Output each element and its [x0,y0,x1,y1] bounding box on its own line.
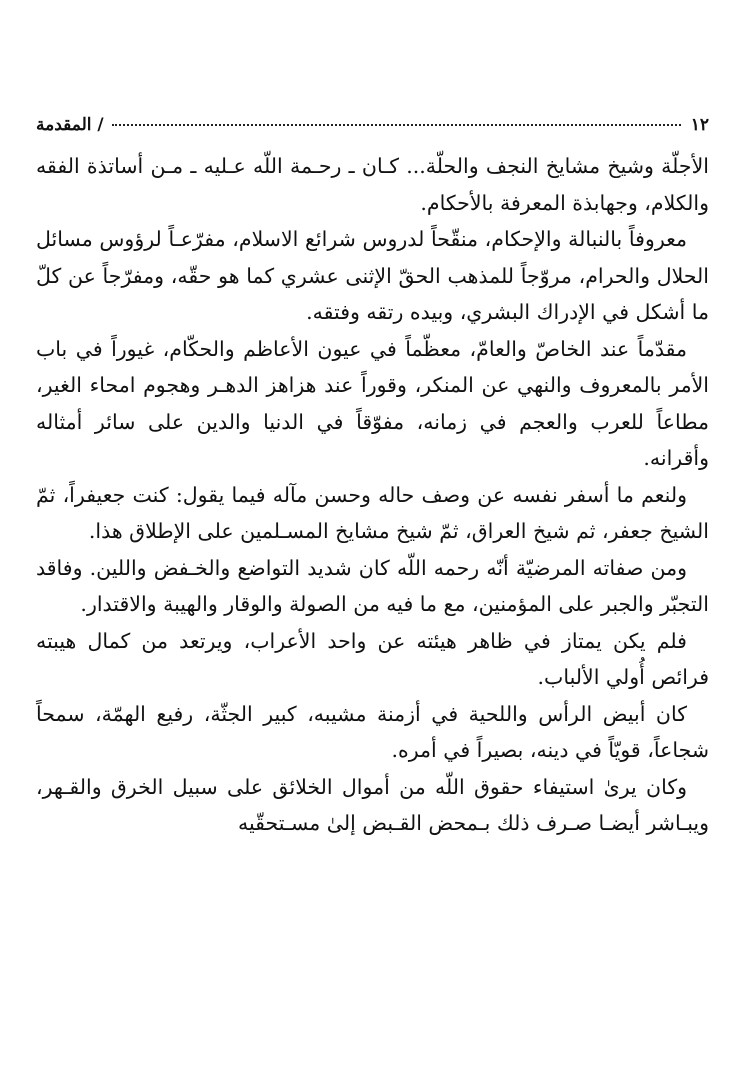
running-header [36,112,709,138]
page-number: ١٢ [690,115,709,135]
book-page [36,112,709,842]
paragraph-1: الأجلّة وشيخ مشايخ النجف والحلّة... كـان ـ رحـمة اللّه عـليه ـ مـن أساتذة الفقه والكلام، وجهابذة المعرفة بالأحكام. [36,154,709,215]
paragraph-5: ومن صفاته المرضيّة أنّه رحمه اللّه كان شديد التواضع والخـفض واللين. وفاقد التجبّر والجبر على المؤمنين، مع ما فيه من الصولة والوقار والهيبة والاقتدار. [36,555,709,616]
body-text [36,148,709,842]
paragraph-2: معروفاً بالنبالة والإحكام، منقّحاً لدروس شرائع الاسلام، مفرّعـاً لرؤوس مسائل الحلال والحرام، مروّجاً للمذهب الحقّ الإثنى عشري كما هو حقّه، ومفرّجاً عن كلّ ما أشكل في الإدراك البشري، وبيده رتقه وفتقه. [36,227,709,324]
dotted-leader [112,112,681,126]
paragraph-3: مقدّماً عند الخاصّ والعامّ، معظّماً في عيون الأعاظم والحكّام، غيوراً في باب الأمر بالمعروف والنهي عن المنكر، وقوراً عند هزاهز الدهـر وهجوم امحاء الغير، مطاعاً للعرب والعجم في زمانه، مفوّقاً في الدنيا والدين على سائر أمثاله وأقرانه. [36,336,709,470]
paragraph-8: وكان يرىٰ استيفاء حقوق اللّه من أموال الخلائق على سبيل الخرق والقـهر، ويبـاشر أيضـا صـرف ذلك بـمحض القـبض إلىٰ مسـتحقّيه [36,774,709,835]
paragraph-6: فلم يكن يمتاز في ظاهر هيئته عن واحد الأعراب، ويرتعد من كمال هيبته فرائص أُولي الألباب. [36,628,709,689]
paragraph-7: كان أبيض الرأس واللحية في أزمنة مشيبه، كبير الجثّة، رفيع الهمّة، سمحاً شجاعاً، قويّاً في دينه، بصيراً في أمره. [36,701,709,762]
section-title: / المقدمة [36,115,104,135]
paragraph-4: ولنعم ما أسفر نفسه عن وصف حاله وحسن مآله فيما يقول: كنت جعيفراً، ثمّ الشيخ جعفر، ثم شيخ العراق، ثمّ شيخ مشايخ المسـلمين على الإطلاق هذا. [36,482,709,543]
